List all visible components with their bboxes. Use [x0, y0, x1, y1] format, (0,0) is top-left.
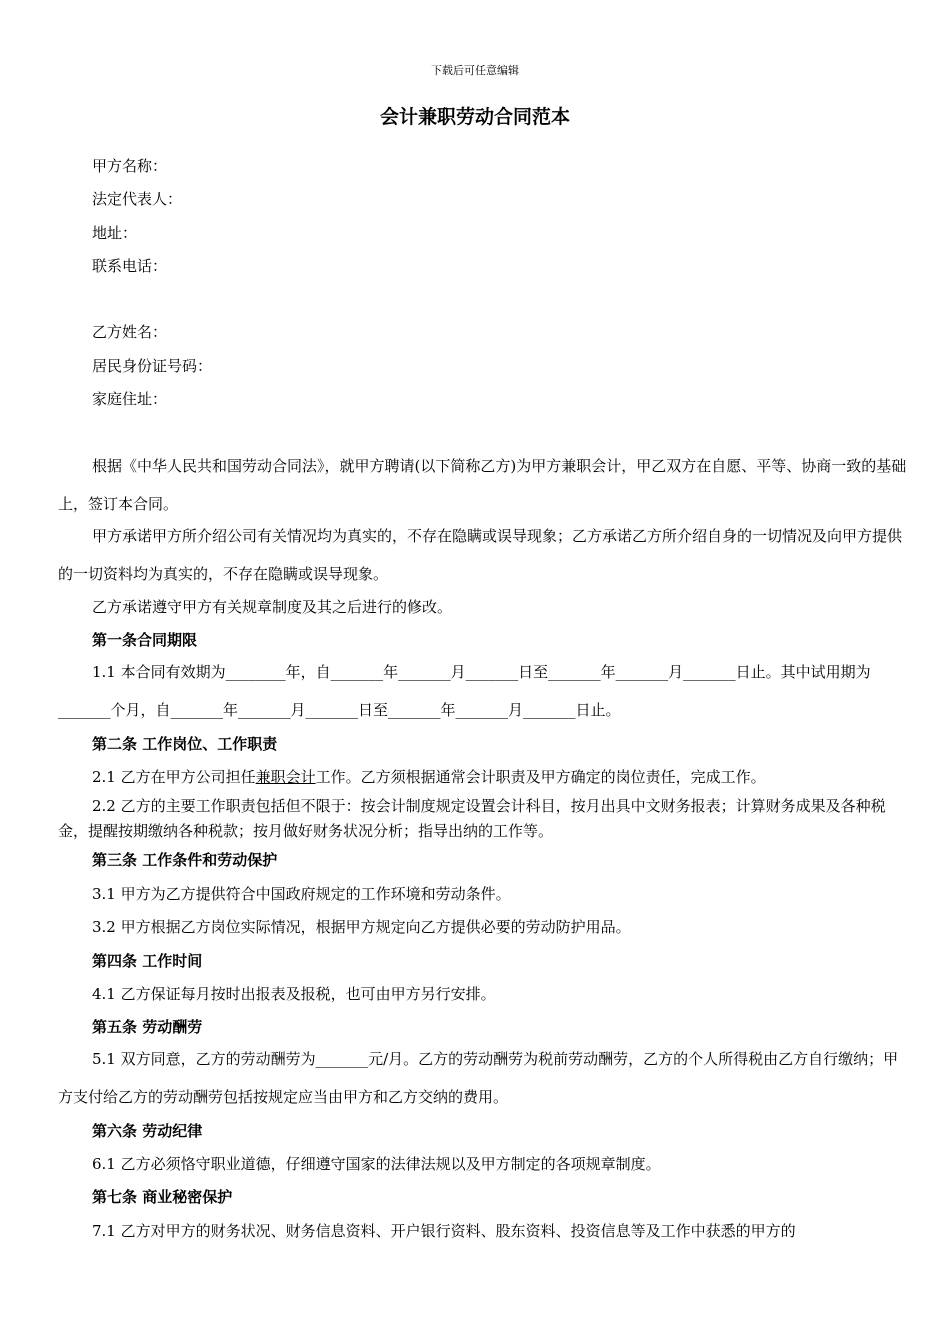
header-note: 下载后可任意编辑 — [431, 64, 519, 77]
article-4-heading: 第四条 工作时间 — [92, 952, 203, 970]
intro-paragraph-1: 根据《中华人民共和国劳动合同法》，就甲方聘请(以下简称乙方)为甲方兼职会计，甲乙双方在自愿、平等、协商一致的基础上，签订本合同。 — [58, 457, 907, 513]
article-2-clause-1 — [92, 766, 766, 787]
article-6-heading: 第六条 劳动纪律 — [92, 1122, 203, 1140]
article-1-clause-1: 1.1 本合同有效期为________年，自_______年_______月_______日至_______年_______月_______日止。其中试用期为_______个月，自_______年_______月_______日至_______年_______月_______日止。 — [58, 663, 871, 719]
party-a-address-label: 地址： — [92, 224, 138, 242]
article-5-heading: 第五条 劳动酬劳 — [92, 1018, 203, 1036]
article-6-clause-1: 6.1 乙方必须恪守职业道德，仔细遵守国家的法律法规以及甲方制定的各项规章制度。 — [92, 1155, 661, 1173]
article-4-clause-1: 4.1 乙方保证每月按时出报表及报税，也可由甲方另行安排。 — [92, 985, 496, 1003]
party-a-phone-label: 联系电话： — [92, 257, 168, 275]
party-b-id-label: 居民身份证号码： — [92, 357, 213, 375]
article-7-heading: 第七条 商业秘密保护 — [92, 1188, 233, 1206]
party-b-name-label: 乙方姓名： — [92, 323, 168, 341]
party-a-rep-label: 法定代表人： — [92, 190, 183, 208]
article-1-heading: 第一条合同期限 — [92, 631, 198, 649]
article-3-clause-1: 3.1 甲方为乙方提供符合中国政府规定的工作环境和劳动条件。 — [92, 885, 511, 903]
document-title: 会计兼职劳动合同范本 — [379, 106, 570, 128]
article-7-clause-1: 7.1 乙方对甲方的财务状况、财务信息资料、开户银行资料、股东资料、投资信息等及工作中获悉的甲方的 — [92, 1222, 796, 1240]
article-2-clause-2: 2.2 乙方的主要工作职责包括但不限于：按会计制度规定设置会计科目，按月出具中文财务报表；计算财务成果及各种税金，提醒按期缴纳各种税款；按月做好财务状况分析；指导出纳的工作等。 — [58, 797, 886, 840]
intro-paragraph-2: 甲方承诺甲方所介绍公司有关情况均为真实的，不存在隐瞒或误导现象；乙方承诺乙方所介绍自身的一切情况及向甲方提供的一切资料均为真实的，不存在隐瞒或误导现象。 — [58, 527, 903, 583]
article-5-clause-1: 5.1 双方同意，乙方的劳动酬劳为_______元/月。乙方的劳动酬劳为税前劳动酬劳，乙方的个人所得税由乙方自行缴纳；甲方支付给乙方的劳动酬劳包括按规定应当由甲方和乙方交纳的费用。 — [58, 1050, 899, 1106]
clause-text: 2.1 乙方在甲方公司担任 — [92, 768, 256, 786]
article-2-heading: 第二条 工作岗位、工作职责 — [92, 735, 278, 753]
article-3-heading: 第三条 工作条件和劳动保护 — [92, 851, 278, 869]
underlined-term: 兼职会计 — [255, 768, 316, 786]
clause-text: 工作。乙方须根据通常会计职责及甲方确定的岗位责任，完成工作。 — [315, 768, 766, 786]
article-3-clause-2: 3.2 甲方根据乙方岗位实际情况，根据甲方规定向乙方提供必要的劳动防护用品。 — [92, 918, 631, 936]
party-a-name-label: 甲方名称： — [92, 157, 168, 175]
party-b-address-label: 家庭住址： — [92, 390, 168, 408]
intro-paragraph-3: 乙方承诺遵守甲方有关规章制度及其之后进行的修改。 — [92, 598, 453, 616]
